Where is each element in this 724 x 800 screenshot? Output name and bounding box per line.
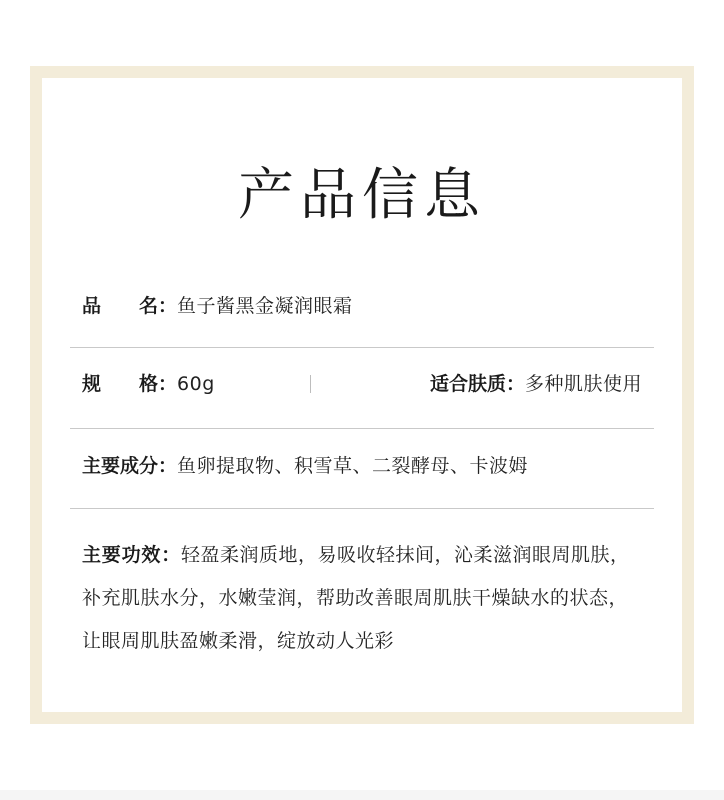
effects-row — [82, 534, 642, 663]
specification-value: 60g — [177, 373, 215, 395]
divider — [70, 428, 654, 429]
ingredients-label: 主要成分： — [82, 455, 178, 477]
vertical-separator — [310, 375, 311, 393]
ingredients-value: 鱼卵提取物、积雪草、二裂酵母、卡波姆 — [177, 455, 529, 477]
ingredients-row — [82, 454, 642, 478]
divider — [70, 347, 654, 348]
bottom-strip — [0, 790, 724, 800]
skin-type-group — [430, 372, 642, 396]
product-name-row — [82, 294, 642, 318]
product-name-value: 鱼子酱黑金凝润眼霜 — [177, 295, 353, 317]
effects-value: 轻盈柔润质地，易吸收轻抹间，沁柔滋润眼周肌肤，补充肌肤水分，水嫩莹润，帮助改善眼周肌肤干燥缺水的状态，让眼周肌肤盈嫩柔滑，绽放动人光彩 — [82, 544, 630, 652]
skin-type-value: 多种肌肤使用 — [524, 373, 642, 395]
effects-label: 主要功效： — [82, 544, 182, 566]
skin-type-label: 适合肤质： — [429, 373, 525, 395]
page-title: 产品信息 — [238, 163, 486, 228]
product-name-label: 品 名： — [82, 295, 178, 317]
divider — [70, 508, 654, 509]
specification-group — [82, 372, 215, 396]
specification-label: 规 格： — [82, 373, 178, 395]
